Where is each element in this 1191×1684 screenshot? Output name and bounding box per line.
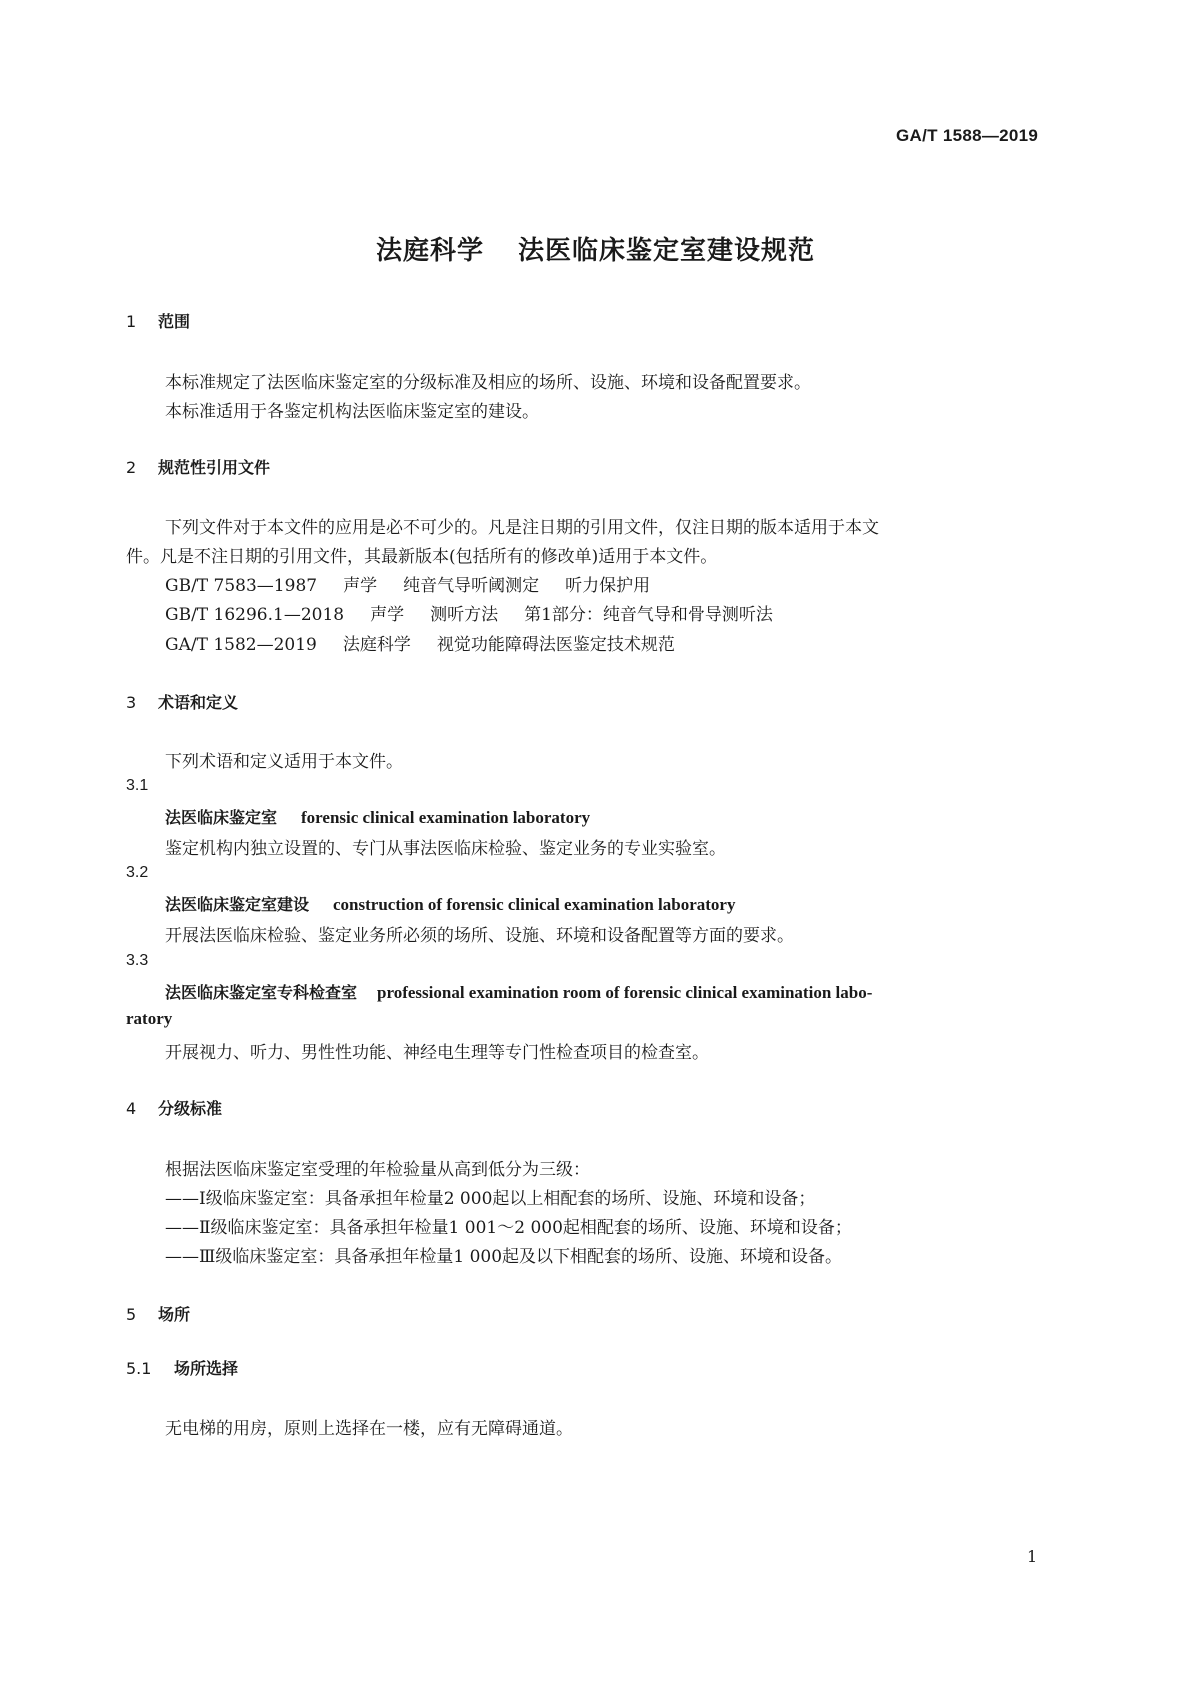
section-4-title: 分级标准 [158, 1099, 223, 1118]
term-3-1-en: forensic clinical examination laboratory [301, 808, 591, 827]
term-3-1-zh: 法医临床鉴定室 [165, 808, 278, 827]
reference-1-part-2: 纯音气导听阈测定 [403, 576, 540, 596]
term-3-1-definition: 鉴定机构内独立设置的、专门从事法医临床检验、鉴定业务的专业实验室。 [165, 839, 726, 859]
section-5-heading [126, 1302, 190, 1325]
grade-item-3: ——Ⅲ级临床鉴定室：具备承担年检量1 000起及以下相配套的场所、设施、环境和设备。 [165, 1247, 843, 1267]
reference-1-part-1: 声学 [343, 576, 378, 596]
document-title [0, 230, 1191, 267]
term-3-3-en-continued: ratory [126, 1009, 173, 1028]
term-3-3-definition: 开展视力、听力、男性性功能、神经电生理等专门性检查项目的检查室。 [165, 1043, 709, 1063]
section-5-1-para: 无电梯的用房，原则上选择在一楼，应有无障碍通道。 [165, 1419, 573, 1439]
section-4-intro: 根据法医临床鉴定室受理的年检验量从高到低分为三级： [165, 1160, 590, 1180]
term-3-1-title [165, 805, 590, 828]
term-3-2-en: construction of forensic clinical examination laboratory [333, 895, 736, 914]
reference-1 [165, 571, 650, 596]
section-5-1-heading [126, 1356, 238, 1379]
section-1-number: 1 [126, 312, 137, 331]
reference-2-part-3: 第1部分：纯音气导和骨导测听法 [524, 605, 773, 625]
section-4-heading [126, 1096, 222, 1119]
section-3-heading [126, 690, 238, 713]
page-number: 1 [1027, 1547, 1038, 1566]
grade-item-2: ——Ⅱ级临床鉴定室：具备承担年检量1 001～2 000起相配套的场所、设施、环境和设备； [165, 1218, 852, 1238]
reference-3-code: GA/T 1582—2019 [165, 635, 317, 655]
reference-3-part-1: 法庭科学 [342, 635, 411, 655]
reference-2 [165, 600, 773, 625]
reference-3-part-2: 视觉功能障碍法医鉴定技术规范 [436, 635, 675, 655]
section-5-title: 场所 [158, 1305, 191, 1324]
title-part-1: 法庭科学 [375, 236, 484, 266]
section-3-number: 3 [126, 693, 137, 712]
section-3-title: 术语和定义 [158, 693, 239, 712]
reference-2-code: GB/T 16296.1—2018 [165, 605, 345, 625]
term-3-2-zh: 法医临床鉴定室建设 [165, 895, 310, 914]
section-2-intro-line-1: 下列文件对于本文件的应用是必不可少的。凡是注日期的引用文件，仅注日期的版本适用于本文 [165, 518, 879, 538]
section-2-title: 规范性引用文件 [158, 458, 271, 477]
section-1-heading [126, 309, 190, 332]
term-3-2-definition: 开展法医临床检验、鉴定业务所必须的场所、设施、环境和设备配置等方面的要求。 [165, 926, 794, 946]
section-5-number: 5 [126, 1305, 137, 1324]
section-1-para-2: 本标准适用于各鉴定机构法医临床鉴定室的建设。 [165, 402, 539, 422]
section-3-intro: 下列术语和定义适用于本文件。 [165, 752, 403, 772]
term-3-3-number: 3.3 [126, 952, 149, 969]
section-1-para-1: 本标准规定了法医临床鉴定室的分级标准及相应的场所、设施、环境和设备配置要求。 [165, 373, 811, 393]
section-5-1-number: 5.1 [126, 1359, 152, 1378]
title-part-2: 法医临床鉴定室建设规范 [518, 236, 816, 266]
reference-3 [165, 630, 675, 655]
section-1-title: 范围 [158, 312, 191, 331]
reference-2-part-1: 声学 [370, 605, 405, 625]
section-2-number: 2 [126, 458, 137, 477]
section-4-number: 4 [126, 1099, 137, 1118]
term-3-2-title [165, 892, 735, 915]
grade-item-1: ——Ⅰ级临床鉴定室：具备承担年检量2 000起以上相配套的场所、设施、环境和设备； [165, 1189, 816, 1209]
section-2-intro-line-2: 件。凡是不注日期的引用文件，其最新版本(包括所有的修改单)适用于本文件。 [126, 547, 718, 567]
section-5-1-title: 场所选择 [174, 1359, 239, 1378]
term-3-3-zh: 法医临床鉴定室专科检查室 [165, 983, 358, 1002]
section-2-heading [126, 455, 270, 478]
reference-2-part-2: 测听方法 [430, 605, 499, 625]
term-3-1-number: 3.1 [126, 777, 149, 794]
term-3-2-number: 3.2 [126, 864, 149, 881]
term-3-3-title [165, 980, 872, 1003]
term-3-3-en: professional examination room of forensic clinical examination labo- [377, 983, 873, 1002]
standard-code: GA/T 1588—2019 [896, 126, 1039, 145]
reference-1-code: GB/T 7583—1987 [165, 576, 318, 596]
reference-1-part-3: 听力保护用 [565, 576, 651, 596]
